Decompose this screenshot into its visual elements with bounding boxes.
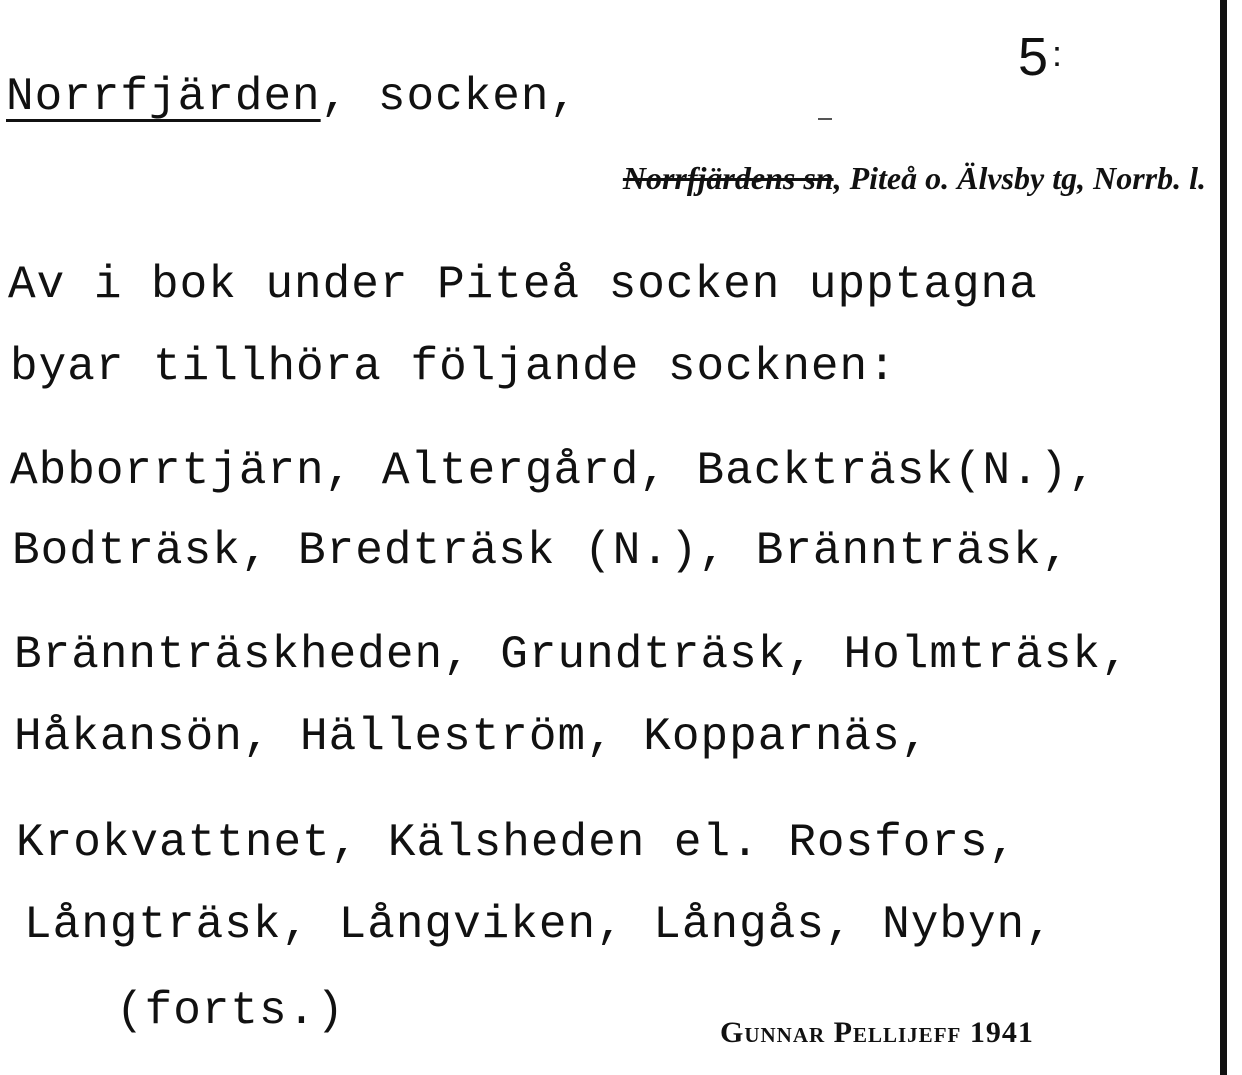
page-number: 5 xyxy=(1018,27,1049,87)
body-line-4: Bodträsk, Bredträsk (N.), Brännträsk, xyxy=(12,525,1071,577)
card-edge xyxy=(1220,0,1227,1075)
continued-note: (forts.) xyxy=(116,985,345,1037)
body-line-3: Abborrtjärn, Altergård, Backträsk(N.), xyxy=(10,445,1097,497)
page-number-mark: : xyxy=(1052,33,1063,74)
title-suffix: , socken, xyxy=(320,71,579,123)
body-line-6: Håkansön, Hälleström, Kopparnäs, xyxy=(14,711,930,763)
body-line-8: Långträsk, Långviken, Långås, Nybyn, xyxy=(24,899,1054,951)
card-title xyxy=(6,71,579,123)
parish-name: Norrfjärden xyxy=(6,71,321,123)
printed-location-line xyxy=(623,162,1206,194)
author-signature: Gunnar Pellijeff 1941 xyxy=(720,1016,1034,1049)
location-text: , Piteå o. Älvsby tg, Norrb. l. xyxy=(833,160,1206,196)
body-line-5: Brännträskheden, Grundträsk, Holmträsk, xyxy=(14,629,1130,681)
body-line-1: Av i bok under Piteå socken upptagna xyxy=(8,259,1038,311)
body-line-7: Krokvattnet, Kälsheden el. Rosfors, xyxy=(16,817,1018,869)
struck-parish-label: Norrfjärdens sn xyxy=(622,160,834,196)
body-line-2: byar tillhöra följande socknen: xyxy=(10,341,897,393)
stray-mark xyxy=(818,118,832,120)
